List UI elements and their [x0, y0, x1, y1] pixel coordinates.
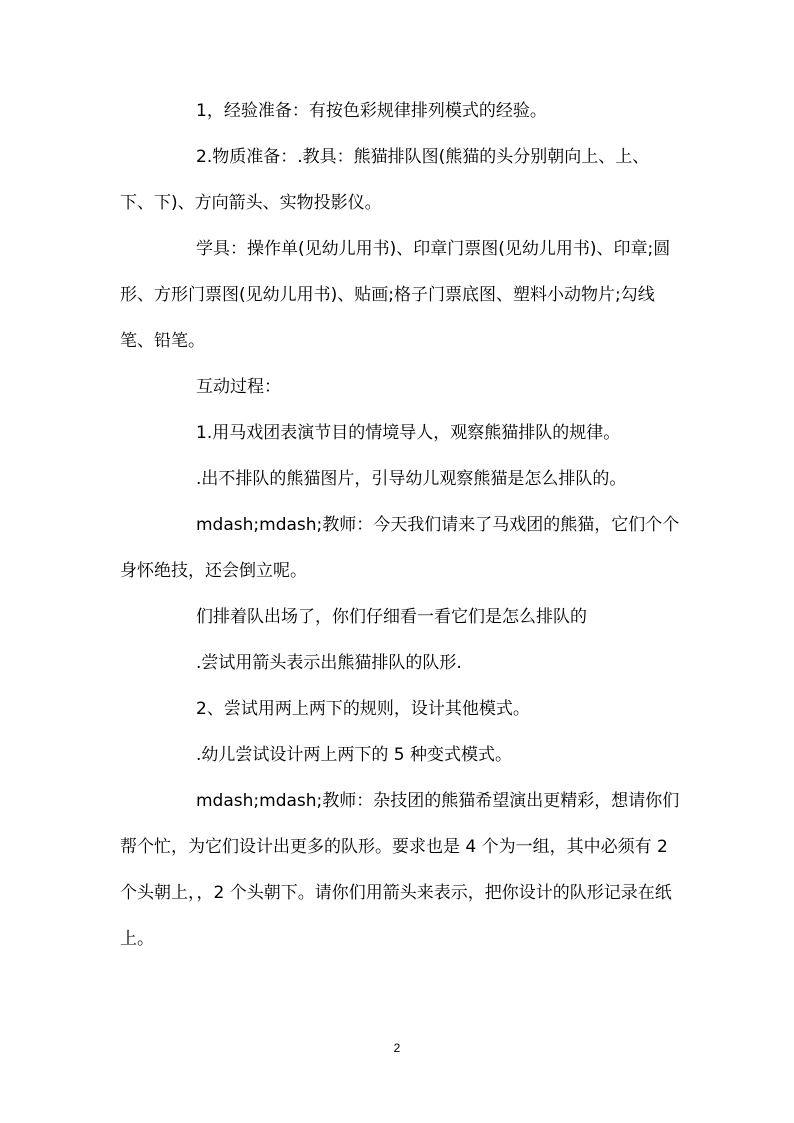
paragraph-step-1: 1.用马戏团表演节目的情境导人，观察熊猫排队的规律。 — [196, 423, 621, 443]
paragraph-queue-observe: 们排着队出场了，你们仔细看一看它们是怎么排队的 — [196, 607, 587, 627]
paragraph-experience-prep: 1，经验准备：有按色彩规律排列模式的经验。 — [196, 101, 547, 121]
paragraph-material-prep: 2.物质准备：.教具：熊猫排队图(熊猫的头分别朝向上、上、下、下)、方向箭头、实物投影仪。 — [120, 147, 650, 213]
paragraph-step-2: 2、尝试用两上两下的规则，设计其他模式。 — [196, 699, 530, 719]
paragraph-show-pictures: .出不排队的熊猫图片，引导幼儿观察熊猫是怎么排队的。 — [196, 469, 627, 489]
paragraph-teacher-request: mdash;mdash;教师：杂技团的熊猫希望演出更精彩，想请你们帮个忙，为它们设计出更多的队形。要求也是 4 个为一组，其中必须有 2 个头朝上，，2 个头朝下。请你们用箭头来表示，把你设计的队形记录在纸上。 — [120, 791, 680, 949]
paragraph-teacher-intro: mdash;mdash;教师：今天我们请来了马戏团的熊猫，它们个个身怀绝技，还会倒立呢。 — [120, 515, 680, 581]
page-number: 2 — [393, 1041, 401, 1055]
document-body — [120, 88, 680, 962]
paragraph-arrow-try: .尝试用箭头表示出熊猫排队的队形. — [196, 653, 462, 673]
paragraph-student-materials: 学具：操作单(见幼儿用书)、印章门票图(见幼儿用书)、印章;圆形、方形门票图(见幼儿用书)、贴画;格子门票底图、塑料小动物片;勾线笔、铅笔。 — [120, 239, 671, 351]
paragraph-variations: .幼儿尝试设计两上两下的 5 种变式模式。 — [196, 745, 513, 765]
paragraph-process-heading: 互动过程： — [196, 377, 281, 397]
